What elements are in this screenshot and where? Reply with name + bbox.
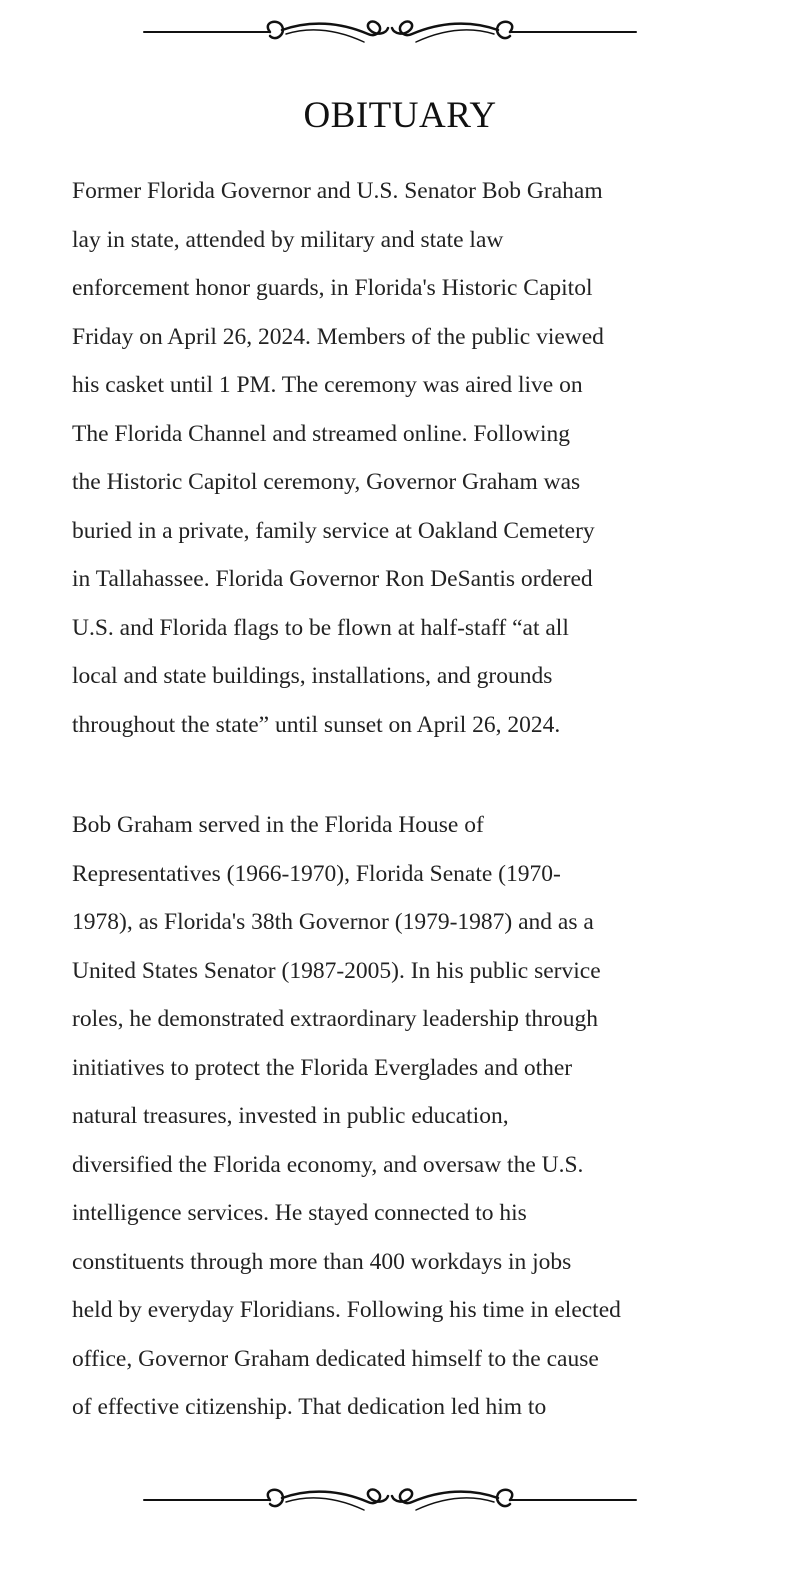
- text-line: diversified the Florida economy, and oversaw the U.S.: [72, 1151, 584, 1178]
- page-title: OBITUARY: [303, 95, 497, 136]
- text-line: Bob Graham served in the Florida House of: [72, 812, 484, 838]
- text-line: held by everyday Floridians. Following his time in elected: [72, 1297, 621, 1323]
- text-line: the Historic Capitol ceremony, Governor Graham was: [72, 469, 581, 495]
- text-line: enforcement honor guards, in Florida's Historic Capitol: [72, 275, 593, 301]
- text-line: intelligence services. He stayed connected to his: [72, 1200, 527, 1226]
- text-line: Former Florida Governor and U.S. Senator Bob Graham: [72, 178, 603, 204]
- text-line: roles, he demonstrated extraordinary leadership through: [72, 1006, 598, 1032]
- text-line: his casket until 1 PM. The ceremony was aired live on: [72, 372, 583, 398]
- text-line: buried in a private, family service at Oakland Cemetery: [72, 517, 595, 544]
- text-line: natural treasures, invested in public education,: [72, 1103, 509, 1129]
- text-line: in Tallahassee. Florida Governor Ron DeSantis ordered: [72, 566, 593, 592]
- text-line: constituents through more than 400 workdays in jobs: [72, 1248, 572, 1275]
- text-line: initiatives to protect the Florida Everglades and other: [72, 1054, 573, 1081]
- text-line: of effective citizenship. That dedication led him to: [72, 1394, 547, 1420]
- paragraph-2: [72, 801, 732, 1432]
- bottom-ornament-icon: [140, 1480, 640, 1520]
- text-line: United States Senator (1987-2005). In his public service: [72, 957, 601, 984]
- text-line: 1978), as Florida's 38th Governor (1979-1987) and as a: [72, 909, 594, 935]
- paragraph-1: [72, 167, 732, 749]
- text-line: The Florida Channel and streamed online. Following: [72, 420, 570, 447]
- top-ornament-icon: [140, 12, 640, 52]
- text-line: office, Governor Graham dedicated himself to the cause: [72, 1345, 599, 1372]
- text-line: local and state buildings, installations, and grounds: [72, 663, 553, 689]
- text-line: Representatives (1966-1970), Florida Senate (1970-: [72, 860, 561, 887]
- text-line: lay in state, attended by military and state law: [72, 226, 504, 253]
- text-line: U.S. and Florida flags to be flown at half-staff “at all: [72, 614, 569, 641]
- text-line: throughout the state” until sunset on April 26, 2024.: [72, 711, 561, 738]
- text-line: Friday on April 26, 2024. Members of the public viewed: [72, 323, 604, 350]
